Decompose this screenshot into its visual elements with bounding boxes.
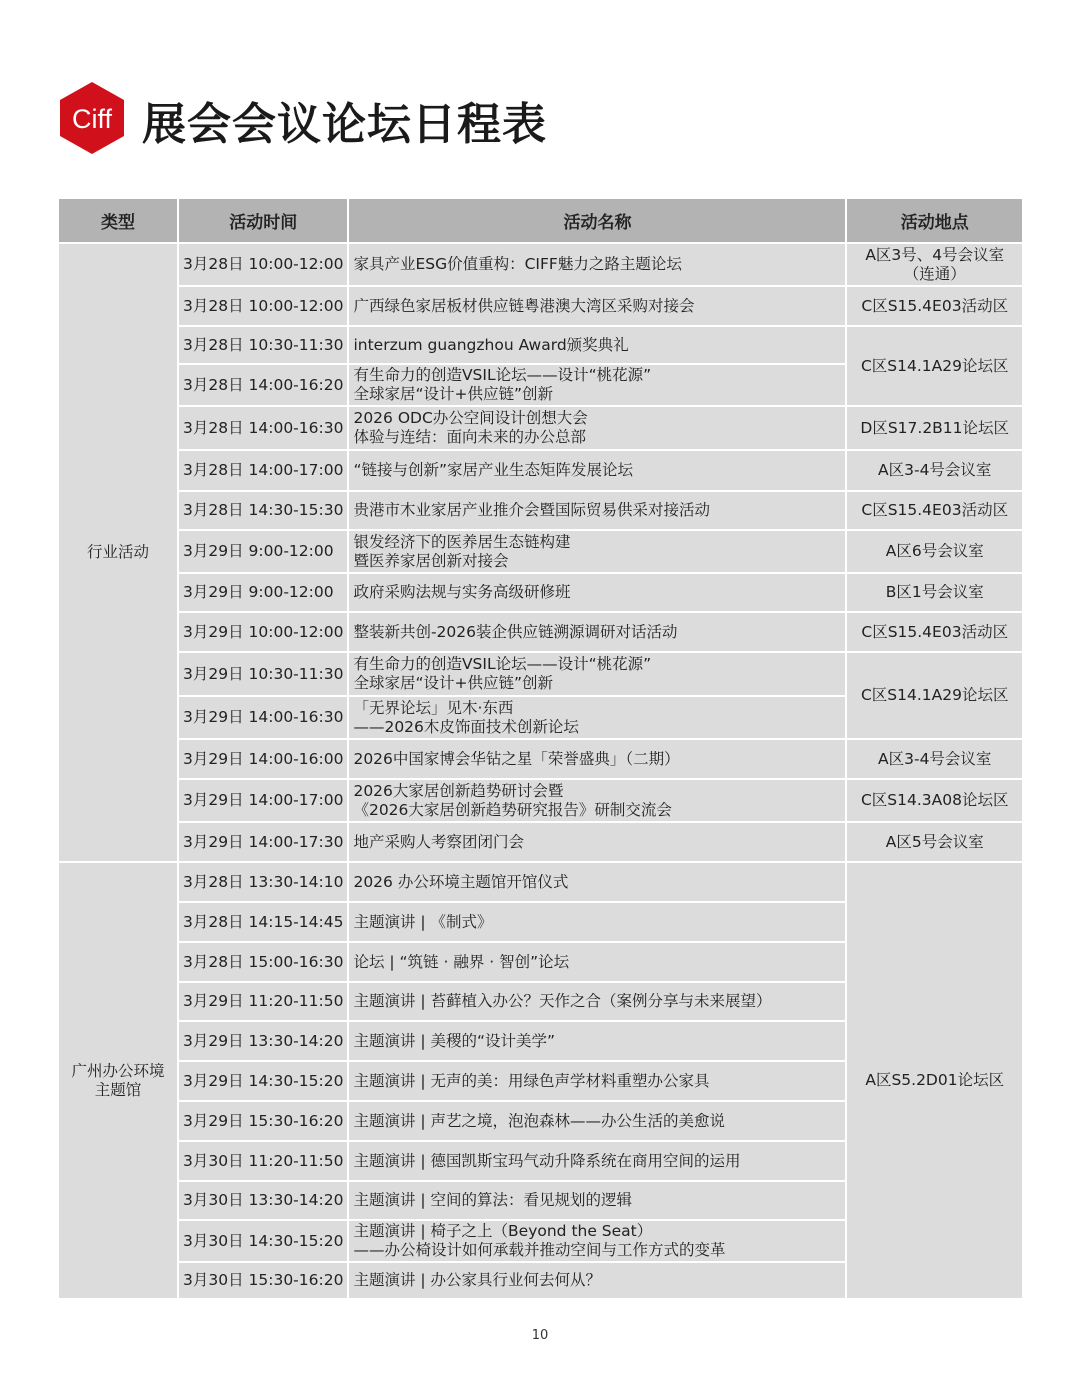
location-cell: C区S15.4E03活动区 [847, 492, 1022, 529]
activity-name-line: 暨医养家居创新对接会 [353, 551, 509, 570]
activity-name-cell [349, 1062, 845, 1100]
activity-name-line: 主题演讲 | 无声的美：用绿色声学材料重塑办公家具 [353, 1071, 710, 1090]
time-cell: 3月30日 13:30-14:20 [179, 1182, 347, 1219]
table-row [59, 740, 1022, 778]
location-cell: C区S14.1A29论坛区 [847, 327, 1022, 405]
location-cell: A区3号、4号会议室（连通） [847, 244, 1022, 285]
table-row [59, 492, 1022, 529]
activity-name-line: 广西绿色家居板材供应链粤港澳大湾区采购对接会 [353, 296, 695, 315]
activity-name-line: ——2026木皮饰面技术创新论坛 [353, 717, 579, 736]
time-cell: 3月28日 10:00-12:00 [179, 287, 347, 325]
activity-name-cell [349, 653, 845, 695]
activity-name-cell [349, 1263, 845, 1298]
activity-name-line: 主题演讲 | 声艺之境，泡泡森林——办公生活的美愈说 [353, 1111, 726, 1130]
location-cell: D区S17.2B11论坛区 [847, 407, 1022, 449]
activity-name-cell [349, 823, 845, 861]
table-row [59, 287, 1022, 325]
activity-name-line: 《2026大家居创新趋势研究报告》研制交流会 [353, 800, 672, 819]
time-cell: 3月30日 11:20-11:50 [179, 1142, 347, 1180]
time-cell: 3月29日 11:20-11:50 [179, 983, 347, 1020]
activity-name-cell [349, 407, 845, 449]
location-cell: C区S15.4E03活动区 [847, 287, 1022, 325]
activity-name-line: 家具产业ESG价值重构：CIFF魅力之路主题论坛 [353, 255, 682, 273]
time-cell: 3月29日 13:30-14:20 [179, 1022, 347, 1060]
time-cell: 3月29日 14:00-16:00 [179, 740, 347, 778]
time-cell: 3月29日 10:30-11:30 [179, 653, 347, 695]
table-row [59, 451, 1022, 490]
activity-name-line: 主题演讲 | 德国凯斯宝玛气动升降系统在商用空间的运用 [353, 1151, 741, 1170]
table-row [59, 863, 1022, 901]
table-row [59, 531, 1022, 572]
time-cell: 3月28日 15:00-16:30 [179, 943, 347, 981]
column-header-type: 类型 [59, 199, 177, 242]
schedule-table [57, 197, 1024, 1300]
ciff-logo [60, 82, 124, 154]
activity-name-line: 全球家居“设计+供应链”创新 [353, 674, 554, 692]
time-cell: 3月29日 14:00-17:00 [179, 780, 347, 821]
table-row [59, 823, 1022, 861]
activity-name-cell [349, 1221, 845, 1261]
time-cell: 3月28日 14:00-16:20 [179, 365, 347, 405]
time-cell: 3月28日 10:30-11:30 [179, 327, 347, 363]
location-cell: A区S5.2D01论坛区 [847, 863, 1022, 1298]
table-row [59, 407, 1022, 449]
activity-name-cell [349, 1182, 845, 1219]
activity-name-line: interzum guangzhou Award颁奖典礼 [353, 335, 629, 354]
time-cell: 3月29日 14:00-17:30 [179, 823, 347, 861]
activity-name-cell [349, 1142, 845, 1180]
location-cell: A区5号会议室 [847, 823, 1022, 861]
activity-name-line: 2026大家居创新趋势研讨会暨 [353, 781, 564, 800]
activity-name-cell [349, 574, 845, 611]
activity-name-cell [349, 327, 845, 363]
time-cell: 3月28日 14:00-16:30 [179, 407, 347, 449]
time-cell: 3月30日 15:30-16:20 [179, 1263, 347, 1298]
activity-name-line: 2026 ODC办公空间设计创想大会 [353, 409, 588, 427]
location-cell: A区6号会议室 [847, 531, 1022, 572]
activity-name-line: 主题演讲 | 空间的算法：看见规划的逻辑 [353, 1191, 633, 1209]
category-cell: 广州办公环境主题馆 [59, 863, 177, 1298]
location-cell: C区S14.1A29论坛区 [847, 653, 1022, 738]
activity-name-line: 体验与连结：面向未来的办公总部 [353, 428, 586, 446]
time-cell: 3月28日 14:30-15:30 [179, 492, 347, 529]
svg-text:Ciff: Ciff [71, 104, 113, 134]
activity-name-line: 主题演讲 | 苔藓植入办公？天作之合（案例分享与未来展望） [353, 992, 772, 1010]
time-cell: 3月29日 14:30-15:20 [179, 1062, 347, 1100]
activity-name-cell [349, 780, 845, 821]
activity-name-cell [349, 1102, 845, 1140]
table-row [59, 653, 1022, 695]
table-row [59, 780, 1022, 821]
activity-name-cell [349, 1022, 845, 1060]
activity-name-line: 贵港市木业家居产业推介会暨国际贸易供采对接活动 [353, 501, 710, 519]
table-row [59, 574, 1022, 611]
activity-name-cell [349, 613, 845, 651]
time-cell: 3月29日 10:00-12:00 [179, 613, 347, 651]
time-cell: 3月30日 14:30-15:20 [179, 1221, 347, 1261]
activity-name-cell [349, 740, 845, 778]
page-number: 10 [531, 1328, 549, 1343]
activity-name-line: 地产采购人考察团闭门会 [353, 832, 524, 851]
location-cell: A区3-4号会议室 [847, 451, 1022, 490]
activity-name-line: 主题演讲 | 《制式》 [353, 912, 493, 931]
activity-name-line: 银发经济下的医养居生态链构建 [353, 532, 571, 551]
activity-name-line: 主题演讲 | 办公家具行业何去何从？ [353, 1271, 602, 1289]
activity-name-line: 有生命力的创造VSIL论坛——设计“桃花源” [353, 366, 652, 384]
activity-name-line: 整装新共创-2026装企供应链溯源调研对话活动 [353, 622, 678, 641]
activity-name-line: 政府采购法规与实务高级研修班 [353, 583, 571, 601]
time-cell: 3月28日 10:00-12:00 [179, 244, 347, 285]
activity-name-cell [349, 287, 845, 325]
activity-name-line: 主题演讲 | 椅子之上（Beyond the Seat） [353, 1222, 653, 1240]
activity-name-line: 论坛 | “筑链 · 融界 · 智创”论坛 [353, 952, 570, 971]
activity-name-cell [349, 983, 845, 1020]
page-title: 展会会议论坛日程表 [142, 99, 547, 150]
location-cell: C区S14.3A08论坛区 [847, 780, 1022, 821]
activity-name-line: 主题演讲 | 美稷的“设计美学” [353, 1031, 556, 1050]
column-header-location: 活动地点 [847, 199, 1022, 242]
activity-name-line: ——办公椅设计如何承载并推动空间与工作方式的变革 [353, 1241, 726, 1259]
category-cell: 行业活动 [59, 244, 177, 861]
activity-name-cell [349, 903, 845, 941]
table-row [59, 327, 1022, 363]
activity-name-line: 全球家居“设计+供应链”创新 [353, 385, 554, 403]
activity-name-cell [349, 697, 845, 738]
activity-name-cell [349, 492, 845, 529]
activity-name-line: 2026中国家博会华钻之星「荣誉盛典」（二期） [353, 749, 680, 768]
activity-name-cell [349, 531, 845, 572]
activity-name-line: “链接与创新”家居产业生态矩阵发展论坛 [353, 461, 634, 479]
time-cell: 3月29日 14:00-16:30 [179, 697, 347, 738]
time-cell: 3月29日 9:00-12:00 [179, 531, 347, 572]
time-cell: 3月28日 14:00-17:00 [179, 451, 347, 490]
location-cell: A区3-4号会议室 [847, 740, 1022, 778]
table-row [59, 613, 1022, 651]
activity-name-cell [349, 365, 845, 405]
column-header-time: 活动时间 [179, 199, 347, 242]
table-header-row [59, 199, 1022, 242]
activity-name-cell [349, 244, 845, 285]
activity-name-line: 2026 办公环境主题馆开馆仪式 [353, 872, 569, 891]
activity-name-line: 有生命力的创造VSIL论坛——设计“桃花源” [353, 655, 652, 673]
activity-name-cell [349, 451, 845, 490]
table-row [59, 244, 1022, 285]
time-cell: 3月28日 14:15-14:45 [179, 903, 347, 941]
location-cell: C区S15.4E03活动区 [847, 613, 1022, 651]
activity-name-line: 「无界论坛」见木·东西 [353, 698, 514, 717]
column-header-name: 活动名称 [349, 199, 845, 242]
activity-name-cell [349, 943, 845, 981]
location-cell: B区1号会议室 [847, 574, 1022, 611]
activity-name-cell [349, 863, 845, 901]
time-cell: 3月28日 13:30-14:10 [179, 863, 347, 901]
time-cell: 3月29日 15:30-16:20 [179, 1102, 347, 1140]
time-cell: 3月29日 9:00-12:00 [179, 574, 347, 611]
